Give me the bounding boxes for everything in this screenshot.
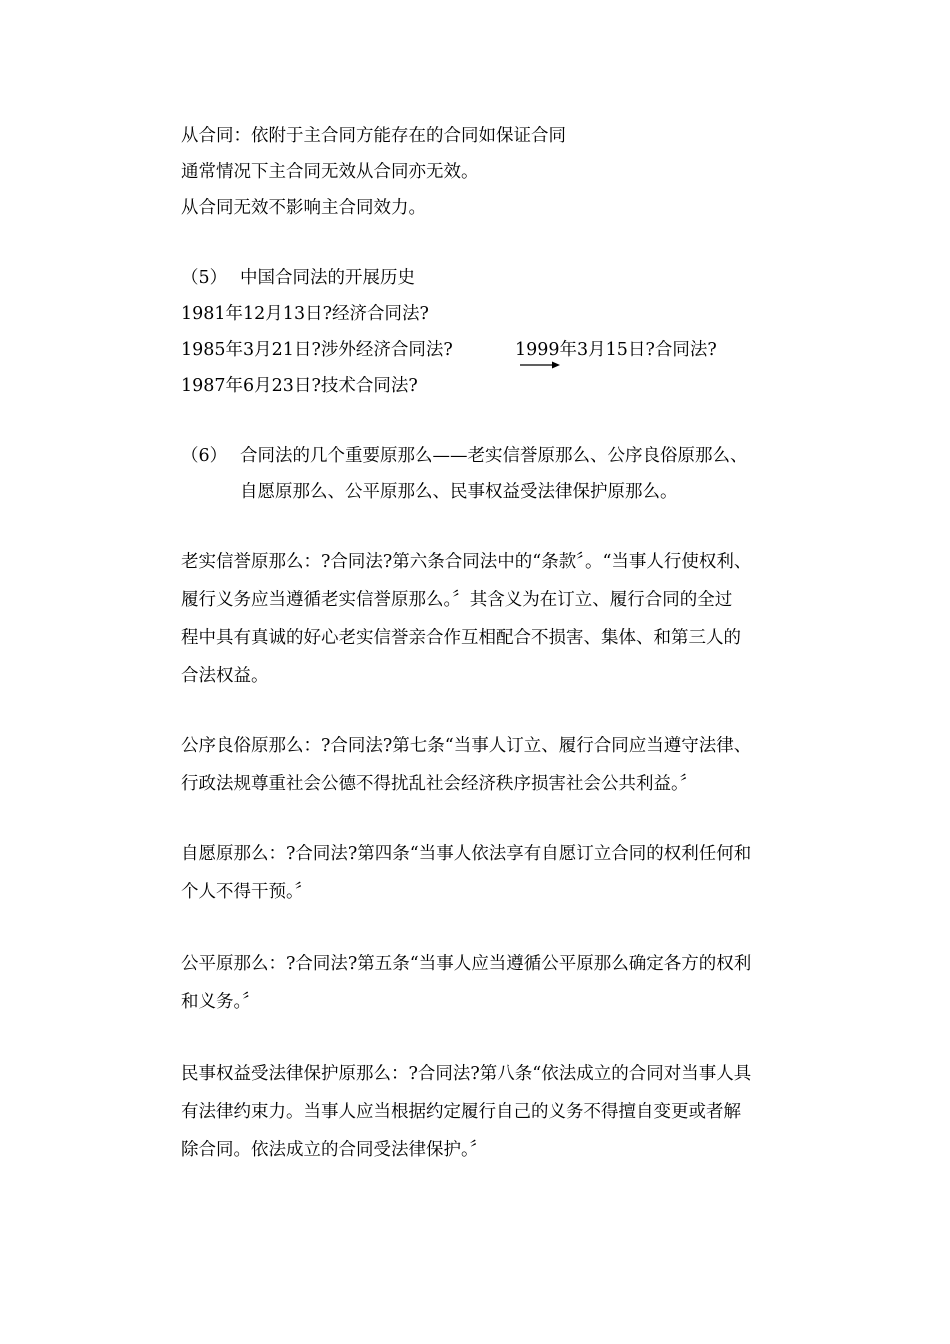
voluntary-principle-line-2: 个人不得干预。〞 [181, 882, 313, 902]
civil-rights-principle-line-2: 有法律约束力。当事人应当根据约定履行自己的义务不得擅自变更或者解 [181, 1102, 741, 1122]
section-5-number: （5） [181, 268, 228, 288]
section-5-title: 中国合同法的开展历史 [240, 268, 415, 288]
public-order-principle-line-2: 行政法规尊重社会公德不得扰乱社会经济秩序损害社会公共利益。〞 [181, 774, 698, 794]
honesty-principle-line-3: 程中具有真诚的好心老实信誉亲合作互相配合不损害、集体、和第三人的 [181, 628, 741, 648]
fairness-principle-line-1: 公平原那么：?合同法?第五条“当事人应当遵循公平原那么确定各方的权利 [181, 954, 752, 974]
honesty-principle-line-2: 履行义务应当遵循老实信誉原那么。〞其含义为在订立、履行合同的全过 [181, 590, 733, 610]
civil-rights-principle-line-3: 除合同。依法成立的合同受法律保护。〞 [181, 1140, 488, 1160]
section-6-title-line-2: 自愿原那么、公平原那么、民事权益受法律保护原那么。 [240, 482, 678, 502]
honesty-principle-line-4: 合法权益。 [181, 666, 269, 686]
history-entry-1981: 1981年12月13日?经济合同法? [181, 304, 429, 324]
voluntary-principle-line-1: 自愿原那么：?合同法?第四条“当事人依法享有自愿订立合同的权利任何和 [181, 844, 752, 864]
history-result-1999: 1999年3月15日?合同法? [515, 340, 717, 360]
subordinate-contract-definition: 从合同：依附于主合同方能存在的合同如保证合同 [181, 126, 566, 146]
subordinate-contract-rule-2: 从合同无效不影响主合同效力。 [181, 198, 426, 218]
fairness-principle-line-2: 和义务。〞 [181, 992, 260, 1012]
history-entry-1987: 1987年6月23日?技术合同法? [181, 376, 418, 396]
arrow-right-icon [520, 360, 560, 370]
history-entry-1985: 1985年3月21日?涉外经济合同法? [181, 340, 453, 360]
section-6-title-line-1: 合同法的几个重要原那么——老实信誉原那么、公序良俗原那么、 [240, 446, 748, 466]
subordinate-contract-rule-1: 通常情况下主合同无效从合同亦无效。 [181, 162, 479, 182]
public-order-principle-line-1: 公序良俗原那么：?合同法?第七条“当事人订立、履行合同应当遵守法律、 [181, 736, 752, 756]
honesty-principle-line-1: 老实信誉原那么：?合同法?第六条合同法中的“条款〞。“当事人行使权利、 [181, 552, 752, 572]
civil-rights-principle-line-1: 民事权益受法律保护原那么：?合同法?第八条“依法成立的合同对当事人具 [181, 1064, 752, 1084]
section-6-number: （6） [181, 446, 228, 466]
